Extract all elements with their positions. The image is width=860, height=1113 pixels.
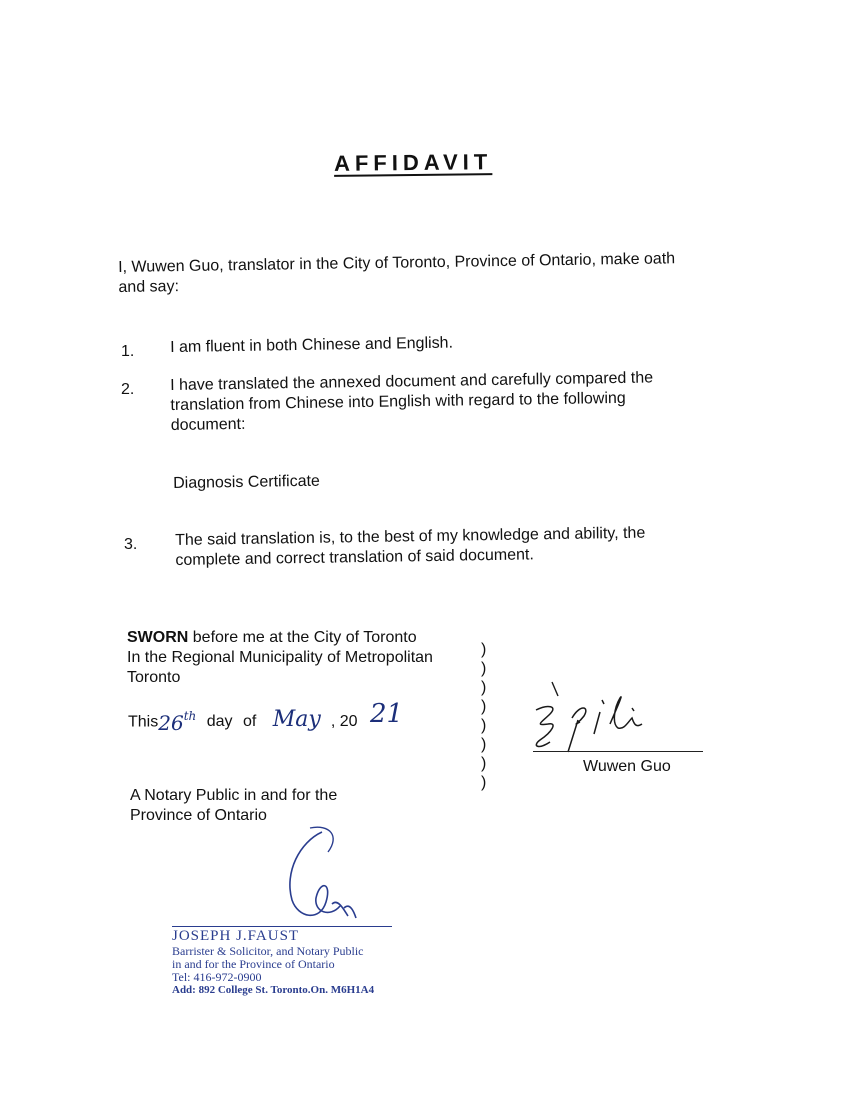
item-2-text xyxy=(170,367,731,436)
item-3-text xyxy=(175,522,736,571)
sworn-line-2: In the Regional Municipality of Metropolitan xyxy=(127,649,433,666)
item-number: 1. xyxy=(121,343,135,360)
paren: ) xyxy=(481,679,487,696)
year-prefix: , 20 xyxy=(330,713,358,731)
intro-line-1: I, Wuwen Guo, translator in the City of Toronto, Province of Ontario, make oath xyxy=(118,250,676,276)
paren: ) xyxy=(481,660,487,677)
date-line xyxy=(128,699,488,736)
notary-caption xyxy=(130,786,337,826)
stamp-line-2: in and for the Province of Ontario xyxy=(172,957,335,971)
paren: ) xyxy=(481,736,487,753)
stamp-line-1: Barrister & Solicitor, and Notary Public xyxy=(172,944,364,958)
paren: ) xyxy=(481,717,487,734)
of-word: of xyxy=(242,713,257,731)
paren: ) xyxy=(481,641,487,658)
parentheses-column xyxy=(481,640,486,792)
notary-line-2: Province of Ontario xyxy=(130,807,267,824)
item-line: I am fluent in both Chinese and English. xyxy=(170,334,454,356)
day-word: day xyxy=(206,713,233,731)
intro-line-2: and say: xyxy=(118,278,180,296)
item-number: 3. xyxy=(124,536,138,553)
paren: ) xyxy=(481,755,487,772)
document-title: AFFIDAVIT xyxy=(333,149,493,176)
signatory-name: Wuwen Guo xyxy=(583,758,671,775)
stamp-address: Add: 892 College St. Toronto.On. M6H1A4 xyxy=(172,984,375,996)
sworn-label: SWORN xyxy=(127,629,189,646)
handwritten-year: 21 xyxy=(369,699,404,730)
stamp-name: JOSEPH J.FAUST xyxy=(172,928,300,944)
item-number: 2. xyxy=(121,381,135,398)
handwritten-day-suffix: th xyxy=(183,709,197,723)
notary-signature xyxy=(270,822,370,928)
annexed-document-name: Diagnosis Certificate xyxy=(173,472,320,492)
sworn-line-3: Toronto xyxy=(127,669,181,686)
notary-line-1: A Notary Public in and for the xyxy=(130,787,338,804)
item-line: The said translation is, to the best of my knowledge and ability, the xyxy=(175,524,646,549)
sworn-block xyxy=(127,628,467,688)
item-line: complete and correct translation of said document. xyxy=(175,546,534,569)
notary-stamp xyxy=(172,928,374,997)
signature-line xyxy=(533,751,703,752)
stamp-rule xyxy=(172,926,392,927)
paren: ) xyxy=(481,774,487,791)
handwritten-day: 26 xyxy=(158,711,184,736)
item-line: translation from Chinese into English with regard to the following xyxy=(170,389,626,414)
item-1-text xyxy=(170,329,730,358)
intro-paragraph xyxy=(118,248,739,298)
item-line: document: xyxy=(170,415,246,434)
this-word: This xyxy=(128,713,159,731)
sworn-line-1-rest: before me at the City of Toronto xyxy=(188,629,417,646)
translator-signature xyxy=(528,678,668,756)
stamp-tel: Tel: 416-972-0900 xyxy=(172,970,262,984)
paren: ) xyxy=(481,698,487,715)
sworn-line-1 xyxy=(127,628,467,648)
item-line: I have translated the annexed document and carefully compared the xyxy=(170,369,654,394)
handwritten-month: May xyxy=(272,707,321,733)
